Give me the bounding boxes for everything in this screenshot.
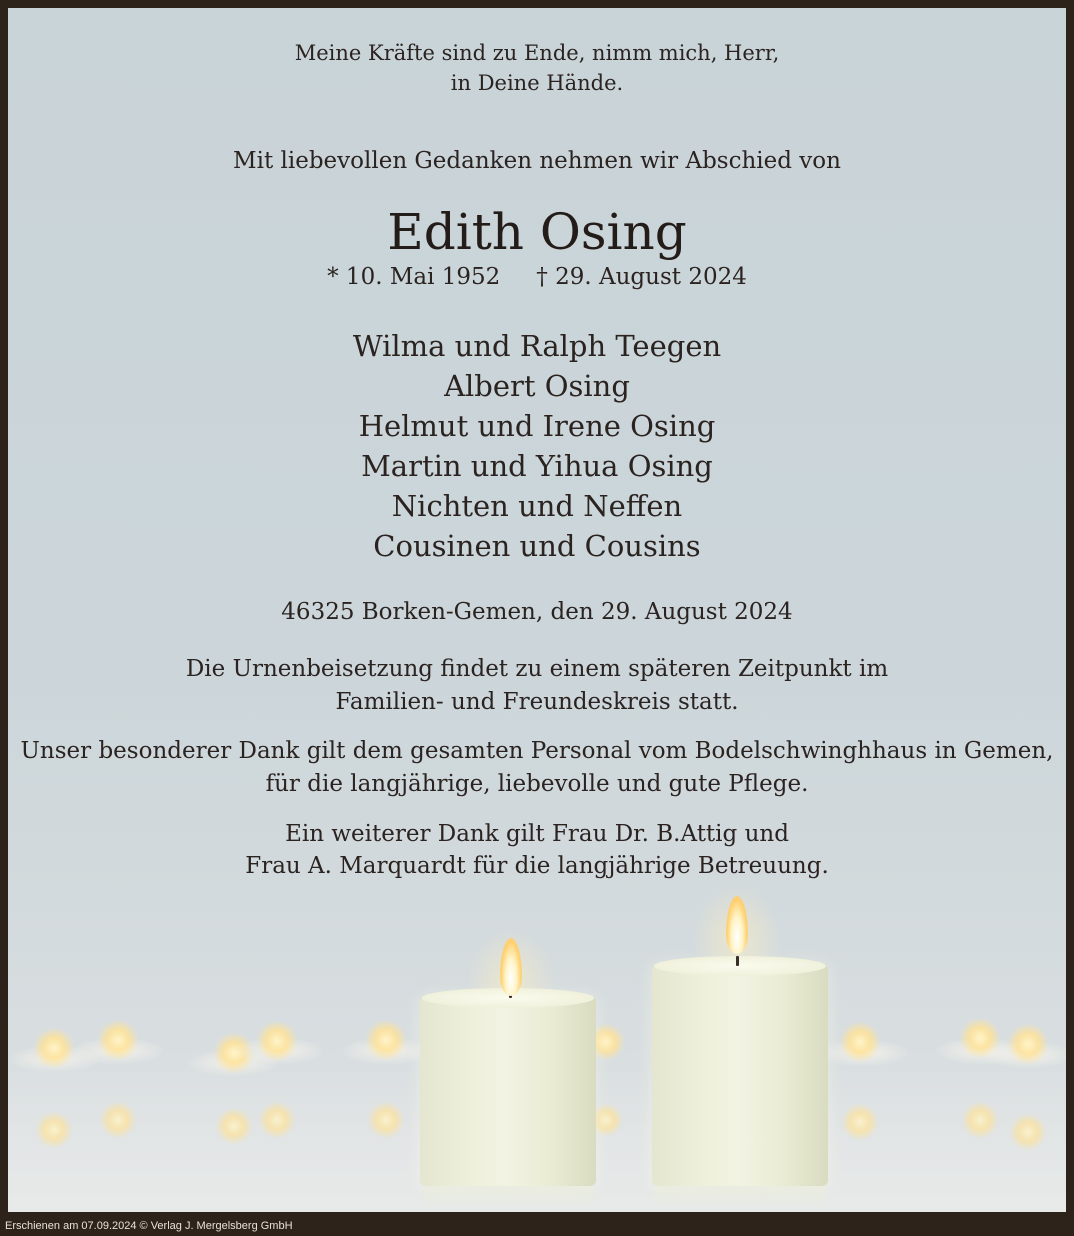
place-date-line: 46325 Borken-Gemen, den 29. August 2024 bbox=[281, 599, 793, 625]
tealight-reflection bbox=[840, 1104, 880, 1140]
intro-line: Mit liebevollen Gedanken nehmen wir Abschied von bbox=[233, 148, 841, 174]
deceased-name-text: Edith Osing bbox=[387, 203, 687, 261]
tealight-glow bbox=[364, 1020, 408, 1060]
tealight-reflection bbox=[1008, 1114, 1048, 1150]
obituary-card bbox=[8, 8, 1066, 1212]
thanks-line: Unser besonderer Dank gilt dem gesamten Personal vom Bodelschwinghhaus in Gemen, bbox=[20, 738, 1054, 764]
life-dates bbox=[8, 261, 1066, 293]
mourner-entry: Helmut und Irene Osing bbox=[358, 409, 716, 443]
mourner-entry: Martin und Yihua Osing bbox=[361, 449, 713, 483]
tealight-glow bbox=[255, 1021, 299, 1061]
candle-wick bbox=[736, 956, 739, 966]
tealight-glow bbox=[1006, 1024, 1050, 1064]
publication-footer: Erschienen am 07.09.2024 © Verlag J. Mergelsberg GmbH bbox=[5, 1220, 293, 1232]
tealight-glow bbox=[32, 1028, 76, 1068]
mourner-entry: Cousinen und Cousins bbox=[373, 529, 701, 563]
birth-date: * 10. Mai 1952 bbox=[327, 264, 501, 290]
deceased-name bbox=[8, 200, 1066, 264]
motto-line: in Deine Hände. bbox=[450, 71, 624, 95]
intro-text bbox=[8, 145, 1066, 177]
motto-line: Meine Kräfte sind zu Ende, nimm mich, Herr, bbox=[294, 41, 780, 65]
tealight-glow bbox=[838, 1022, 882, 1062]
candle-reflection bbox=[422, 1186, 594, 1212]
tealight-reflection bbox=[34, 1112, 74, 1148]
candle-reflection bbox=[654, 1186, 826, 1212]
burial-line: Die Urnenbeisetzung findet zu einem späteren Zeitpunkt im bbox=[185, 656, 889, 682]
pillar-candle-left bbox=[420, 996, 596, 1186]
pillar-candle-right bbox=[652, 964, 828, 1186]
tealight-reflection bbox=[214, 1108, 254, 1144]
thanks-line: Ein weiterer Dank gilt Frau Dr. B.Attig und bbox=[285, 821, 789, 847]
mourner-entry: Wilma und Ralph Teegen bbox=[352, 329, 722, 363]
tealight-reflection bbox=[366, 1102, 406, 1138]
death-date: † 29. August 2024 bbox=[536, 264, 747, 290]
motto-verse bbox=[8, 38, 1066, 98]
tealight-reflection bbox=[98, 1102, 138, 1138]
thanks-doctors bbox=[8, 818, 1066, 882]
thanks-line: für die langjährige, liebevolle und gute Pflege. bbox=[265, 771, 809, 797]
place-and-date bbox=[8, 595, 1066, 629]
tealight-reflection bbox=[257, 1102, 297, 1138]
tealight-glow bbox=[96, 1020, 140, 1060]
tealight-reflection bbox=[960, 1102, 1000, 1138]
candle-top bbox=[654, 956, 826, 976]
thanks-line: Frau A. Marquardt für die langjährige Betreuung. bbox=[245, 853, 829, 879]
thanks-care-staff bbox=[8, 735, 1066, 801]
mourners-list bbox=[8, 326, 1066, 566]
candle-scene bbox=[8, 888, 1066, 1212]
mourner-entry: Nichten und Neffen bbox=[391, 489, 683, 523]
burial-line: Familien- und Freundeskreis statt. bbox=[335, 689, 739, 715]
mourner-entry: Albert Osing bbox=[444, 369, 630, 403]
burial-notice bbox=[8, 653, 1066, 719]
